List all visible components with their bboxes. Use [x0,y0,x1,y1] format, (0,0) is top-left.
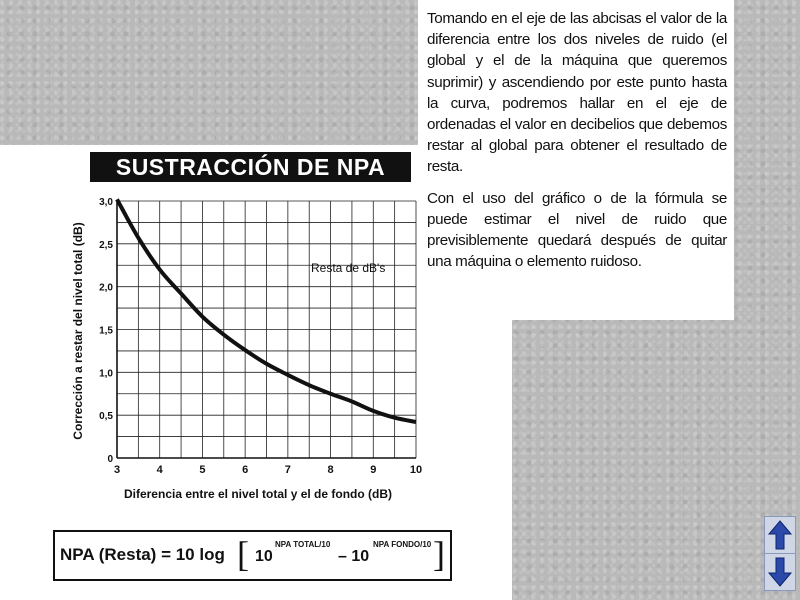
x-tick-label: 5 [199,464,206,476]
x-tick-label: 8 [327,464,334,476]
nav-down-button[interactable] [764,553,796,591]
chart-title: SUSTRACCIÓN DE NPA [90,152,411,182]
y-tick-label: 1,5 [99,325,113,337]
x-tick-label: 9 [370,464,377,476]
up-arrow-icon [767,519,793,551]
y-tick-label: 3,0 [99,197,113,208]
description-paragraph-1: Tomando en el eje de las abcisas el valor de la diferencia entre los dos niveles de ruido (el global y el de la máquina que queremos suprimir) y ascendiendo por este punto hasta la curva, podremos hallar en el eje de ordenadas el valor en decibelios que debemos restar al global para obtener el resultado de resta. [427,10,727,176]
series-annotation: Resta de dB's [311,261,386,275]
x-tick-label: 4 [156,464,163,476]
formula-base-1: 10 [255,548,273,565]
x-axis-label: Diferencia entre el nivel total y el de fondo (dB) [123,487,393,501]
x-tick-labels [114,464,422,476]
down-arrow-icon [767,556,793,588]
x-tick-label: 7 [284,464,291,476]
formula-lhs: NPA (Resta) = 10 log [60,545,225,564]
x-tick-label: 6 [242,464,249,476]
y-axis-label: Corrección a restar del nivel total (dB) [71,222,85,440]
y-tick-label: 2,5 [99,239,113,251]
y-tick-labels [99,197,113,465]
y-tick-label: 2,0 [99,282,113,294]
description-paragraph-2: Con el uso del gráfico o de la fórmula se puede estimar el nivel de ruido que previsiblemente quedará después de quitar una máquina o elemento ruidoso. [427,189,727,271]
formula-close-bracket: ] [433,534,445,574]
formula-box [53,530,452,581]
y-tick-label: 0 [107,454,113,465]
formula-exponent-1: NPA TOTAL/10 [275,540,331,549]
chart-grid [117,201,416,458]
formula-open-bracket: [ [237,534,249,574]
x-tick-label: 3 [113,464,121,476]
nav-up-button[interactable] [764,516,796,554]
y-tick-label: 1,0 [99,368,113,380]
x-tick-label: 10 [409,464,423,476]
formula-exponent-2: NPA FONDO/10 [373,540,432,549]
y-tick-label: 0,5 [99,411,113,423]
formula-minus-term: – 10 [338,548,370,565]
